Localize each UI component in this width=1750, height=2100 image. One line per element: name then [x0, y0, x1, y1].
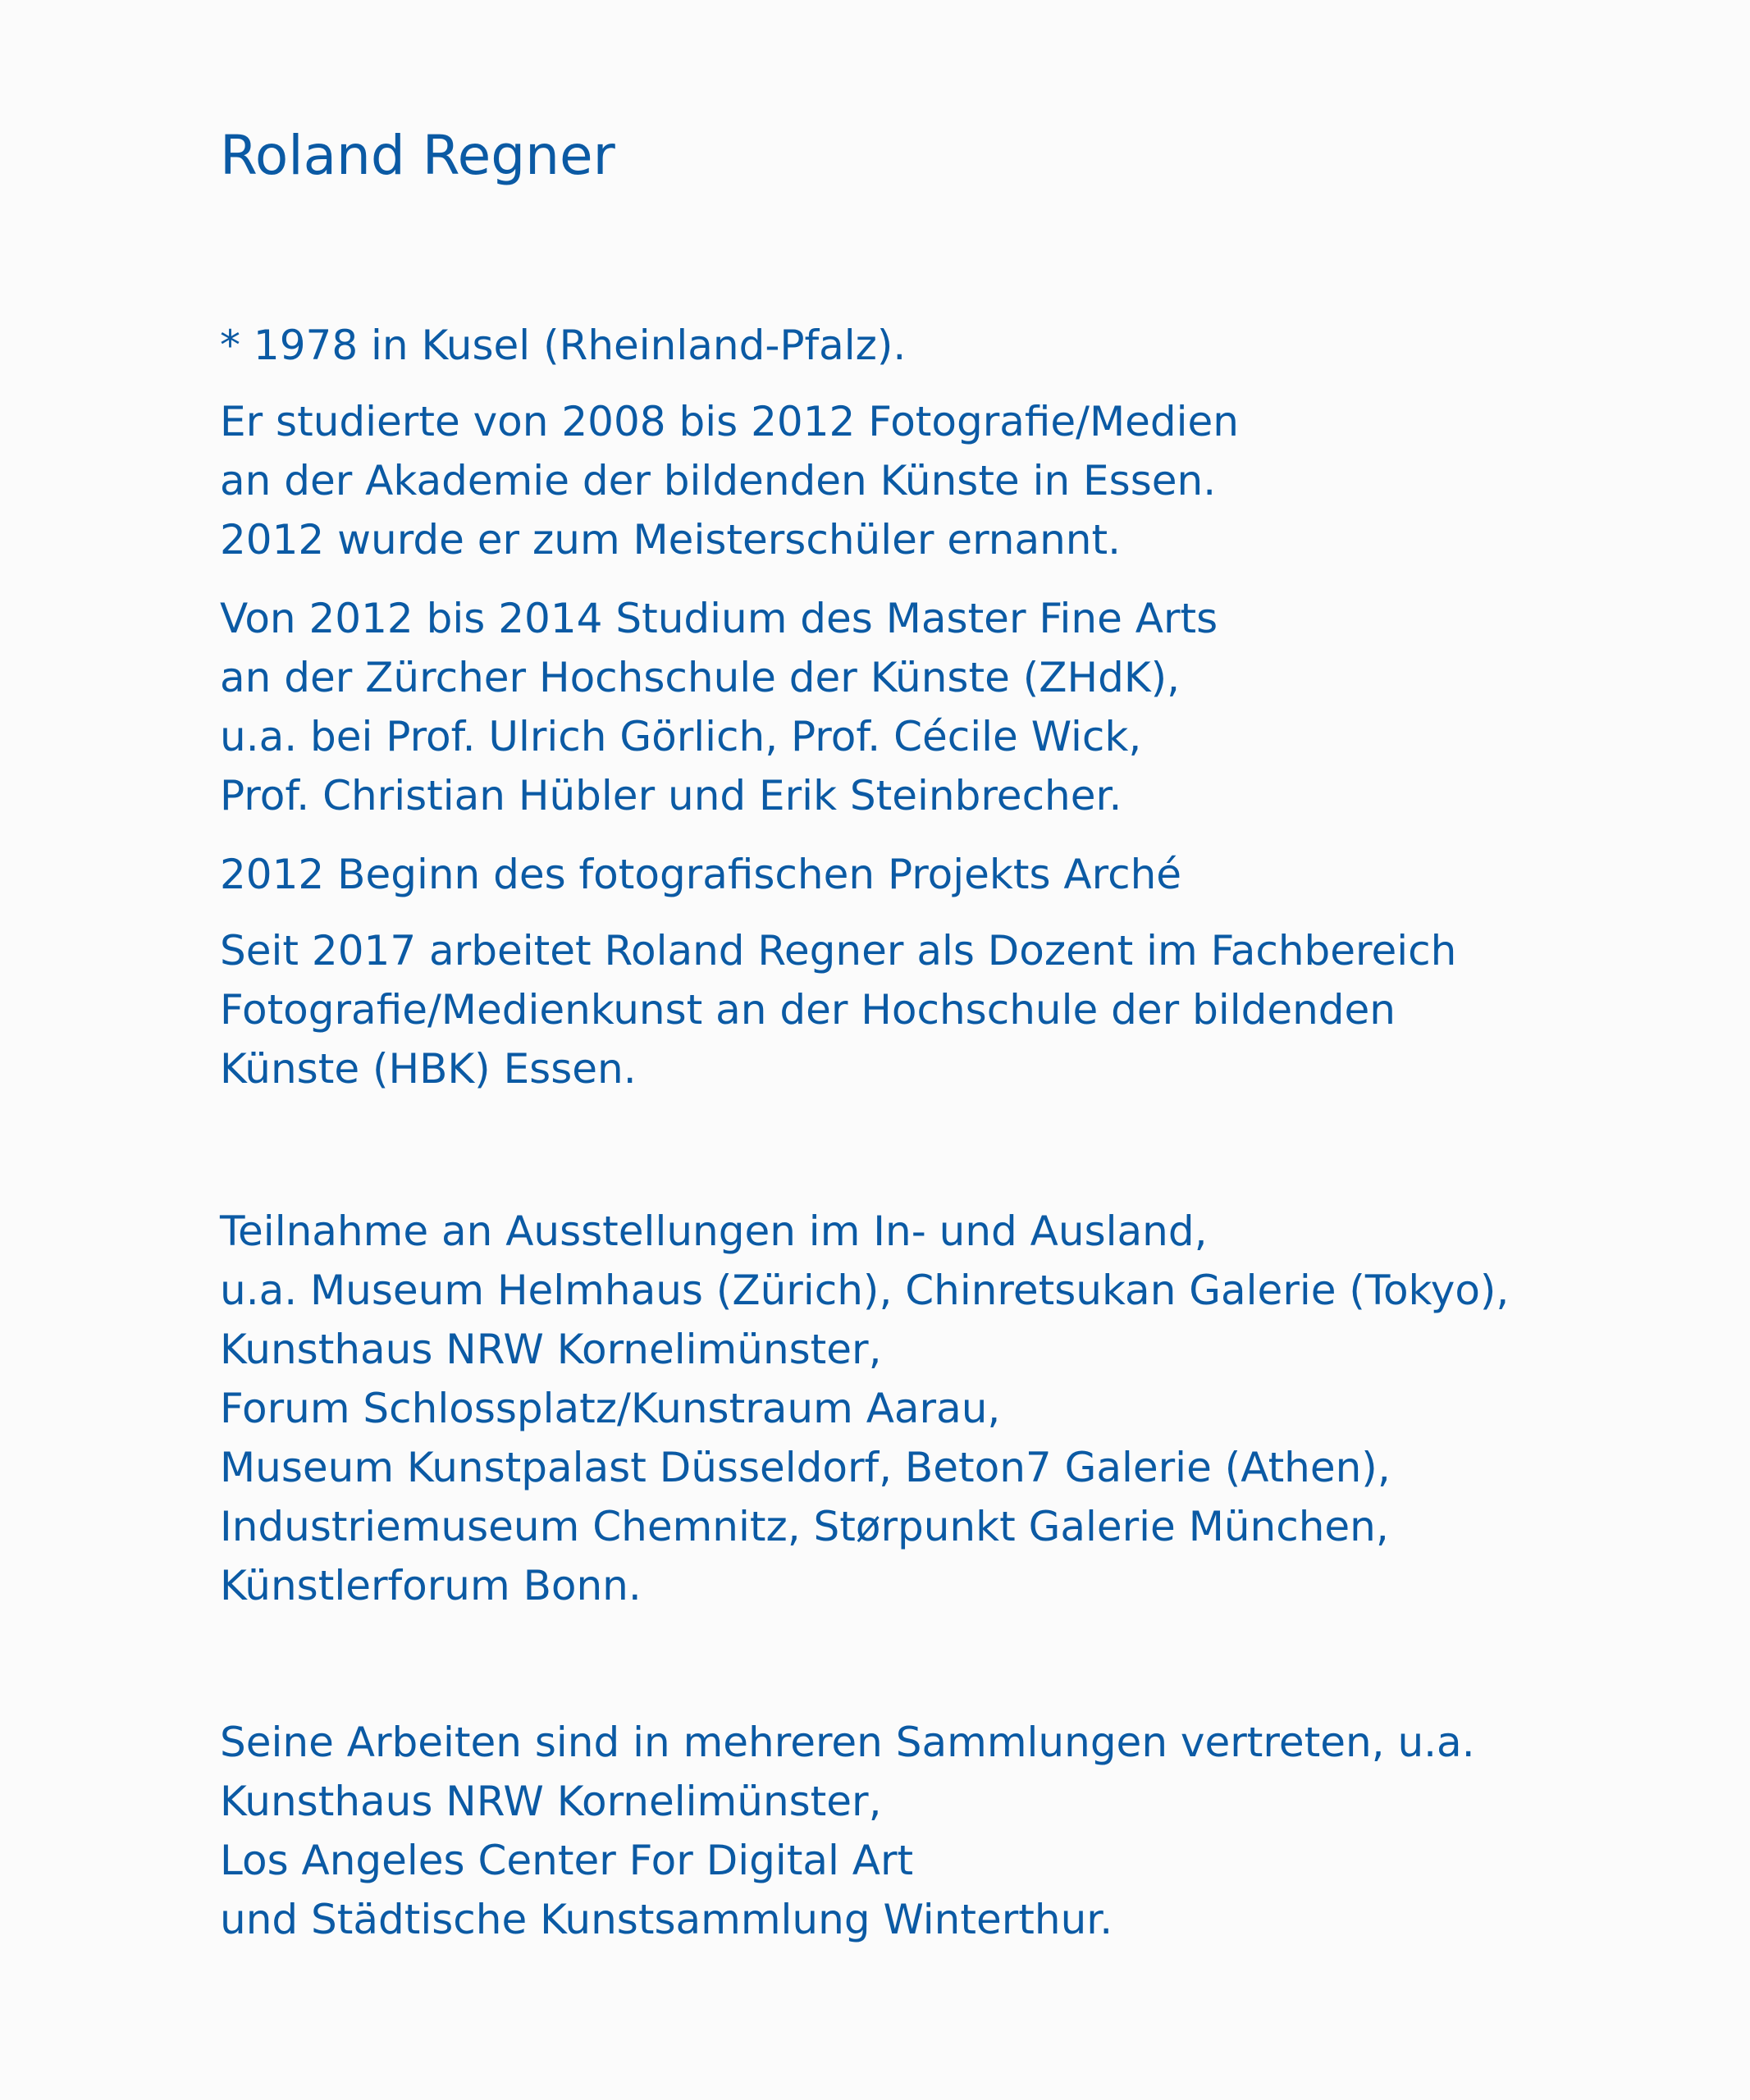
text-line: Kunsthaus NRW Kornelimünster, — [220, 1326, 882, 1373]
text-line: an der Akademie der bildenden Künste in Essen. — [220, 457, 1217, 504]
collections — [220, 1713, 1475, 1949]
text-line: Industriemuseum Chemnitz, Størpunkt Galerie München, — [220, 1503, 1389, 1550]
text-line: Seit 2017 arbeitet Roland Regner als Dozent im Fachbereich — [220, 927, 1457, 975]
text-line: Museum Kunstpalast Düsseldorf, Beton7 Galerie (Athen), — [220, 1444, 1391, 1491]
text-line: und Städtische Kunstsammlung Winterthur. — [220, 1896, 1113, 1943]
text-line: Forum Schlossplatz/Kunstraum Aarau, — [220, 1385, 1001, 1432]
text-line: u.a. bei Prof. Ulrich Görlich, Prof. Cécile Wick, — [220, 713, 1142, 760]
text-line: Los Angeles Center For Digital Art — [220, 1837, 914, 1884]
text-line: Seine Arbeiten sind in mehreren Sammlungen vertreten, u.a. — [220, 1719, 1475, 1766]
bio-master — [220, 589, 1218, 825]
text-line: an der Zürcher Hochschule der Künste (ZHdK), — [220, 654, 1181, 701]
text-line: 2012 wurde er zum Meisterschüler ernannt. — [220, 516, 1121, 564]
page-title: Roland Regner — [220, 124, 615, 187]
text-line: Künstlerforum Bonn. — [220, 1562, 642, 1609]
text-line: * 1978 in Kusel (Rheinland-Pfalz). — [220, 322, 907, 369]
bio-birth — [220, 316, 906, 375]
text-line: Kunsthaus NRW Kornelimünster, — [220, 1778, 882, 1825]
text-line: Teilnahme an Ausstellungen im In- und Ausland, — [220, 1208, 1208, 1255]
text-line: u.a. Museum Helmhaus (Zürich), Chinretsukan Galerie (Tokyo), — [220, 1267, 1510, 1314]
bio-study — [220, 392, 1239, 569]
bio-teaching — [220, 921, 1456, 1098]
text-line: Fotografie/Medienkunst an der Hochschule der bildenden — [220, 986, 1396, 1034]
bio-project — [220, 845, 1181, 904]
text-line: Künste (HBK) Essen. — [220, 1045, 637, 1093]
exhibitions — [220, 1202, 1509, 1615]
text-line: 2012 Beginn des fotografischen Projekts Arché — [220, 851, 1182, 898]
text-line: Er studierte von 2008 bis 2012 Fotografie/Medien — [220, 398, 1239, 445]
text-line: Von 2012 bis 2014 Studium des Master Fine Arts — [220, 595, 1218, 642]
text-line: Prof. Christian Hübler und Erik Steinbrecher. — [220, 772, 1122, 819]
